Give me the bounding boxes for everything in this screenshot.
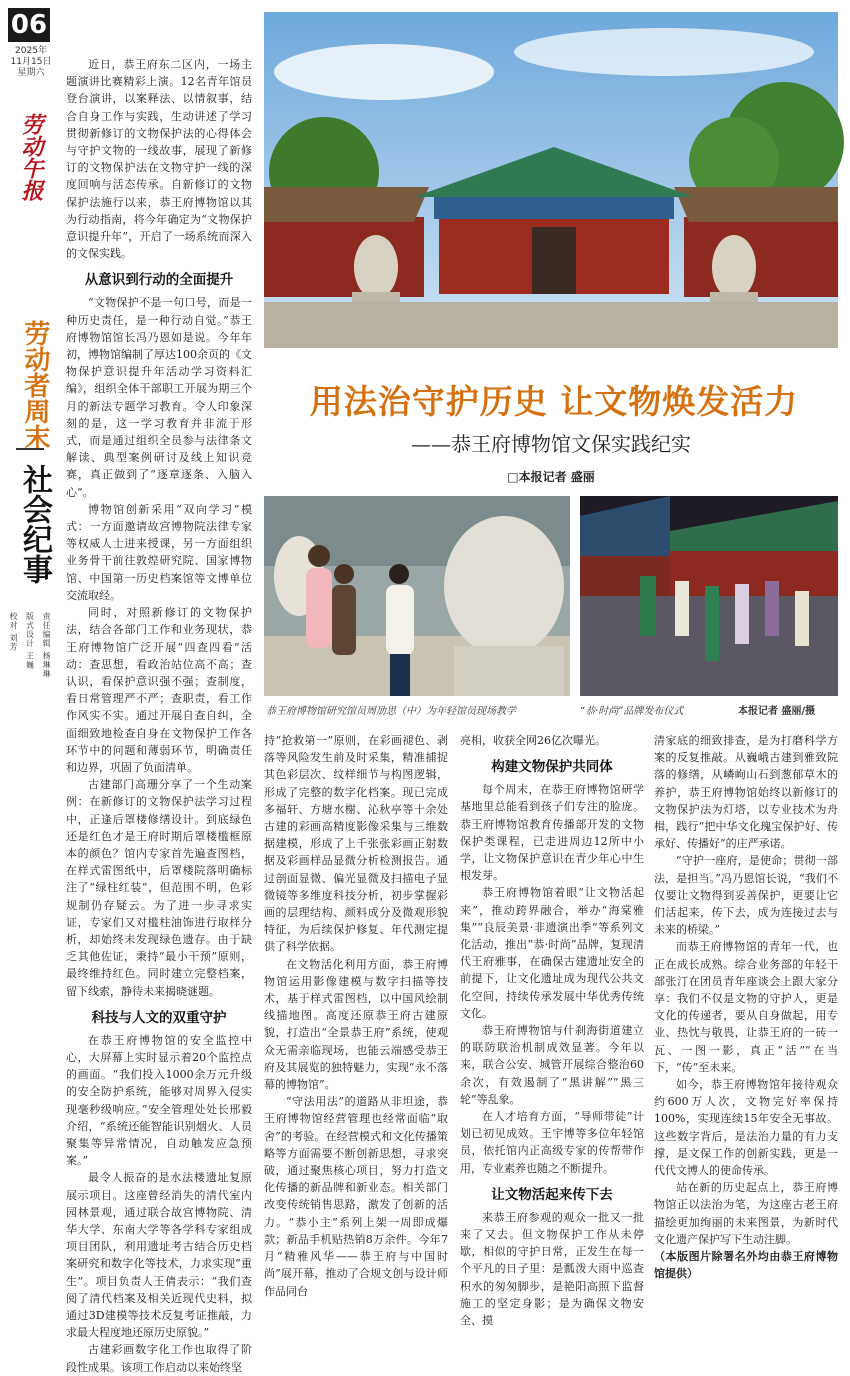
paragraph: 同时，对照新修订的文物保护法，结合各部门工作和业务现状，恭王府博物馆广泛开展“四查四看”活动：查思想，看政治站位高不高；查认识，看保护意识强不强；查制度，看日常管理严不严；查职责，看工作作风实不实。通过开展自查自纠，全面细致地检查自身在文物保护工作各环节中的问题和薄弱环节，明确责任和边界，巩固了负面清单。 bbox=[66, 606, 252, 774]
paragraph: 古建部门高珊分享了一个生动案例：在新修订的文物保护法学习过程中，正逢后罩楼修缮设计。到底绿色还是红色才是王府时期后罩楼槛框原本的颜色？馆内专家首先遍查图档，在样式雷图纸中，后罩楼院落明确标注了“绿柱红装”，但范围不明，色彩规制仍存疑云。为了进一步寻求实证，专家们又对槛柱油饰进行取样分析，却始终未发现绿色遗存。由于缺乏其他佐证，秉持“最小干预”原则，最终维持红色。同时建立完整档案，留下线索，静待未来揭晓谜题。 bbox=[66, 778, 252, 998]
photo-credit-note: （本版图片除署名外均由恭王府博物馆提供） bbox=[654, 1250, 838, 1281]
paragraph: 清家底的细致排查，是为打磨科学方案的反复推敲。从巍峨古建到雅致院落的修缮，从嶙峋山石到葱郁草木的养护，恭王府博物馆始终以新修订的文物保护法为灯塔，以专业技术为舟楫，践行“把中华文化瑰宝保护好、传承好、传播好”的庄严承诺。 bbox=[654, 734, 838, 851]
page-number: 06 bbox=[8, 8, 50, 42]
section-title: 社会纪事 bbox=[17, 464, 52, 584]
credit-editor: 责任编辑 杨琳琳 bbox=[42, 612, 52, 679]
paragraph: 在人才培育方面，“导师带徒”计划已初见成效。王宇博等多位年轻馆员，依托馆内正高级专家的传帮带作用，专业素养也随之不断提升。 bbox=[460, 1110, 644, 1175]
paragraph: 古建彩画数字化工作也取得了阶段性成果。该项工作启动以来始终坚 bbox=[66, 1343, 252, 1374]
date-year: 2025年 bbox=[15, 46, 47, 56]
hero-photo-prince-gong-mansion bbox=[264, 12, 838, 348]
article-column-1 bbox=[66, 56, 252, 1374]
paragraph: 近日，恭王府东二区内，一场主题演讲比赛精彩上演。12名青年馆员登台演讲，以案释法、以情叙事，结合自身工作与实践，生动讲述了学习贯彻新修订的文物保护法的心得体会与守护文物的一线故事，展现了新修订的文物保护法在文物守护一线的深度回响与活态传承。自新修订的文物保护法施行以来，恭王府博物馆以其为行动指南，将今年确定为“文物保护意识提升年”，开启了一场系统而深入的文保实践。 bbox=[66, 58, 252, 261]
photo-fashion-launch bbox=[580, 496, 838, 696]
credit-proofreader: 校对 刘芳 bbox=[9, 612, 18, 652]
paragraph: 最令人振奋的是水法楼遗址复原展示项目。这座曾经消失的清代室内园林景观，通过联合故宫博物院、清华大学、东南大学等各学科专家组成项目团队，利用遗址考古结合历史档案研究和数字化等技术，力求实现“重生”。项目负责人王倩表示：“我们查阅了清代档案及相关近现代史料，拟通过3D建模等技术反复考证推敲，力求最大程度地还原历史原貌。” bbox=[66, 1171, 252, 1340]
divider bbox=[16, 448, 44, 460]
paragraph: 在文物活化利用方面，恭王府博物馆运用影像建模与数字扫描等技术，基于样式雷图档，以中国风绘制线描地图。高度还原恭王府古建原貌，打造出“全景恭王府”系统，使观众无需亲临现场，也能云端感受恭王府及其展览的独特魅力，实现“永不落幕的博物馆”。 bbox=[264, 957, 448, 1092]
article-column-3 bbox=[460, 732, 644, 1328]
photo-staff-teaching bbox=[264, 496, 570, 696]
photo-staff-teaching-illustration bbox=[264, 496, 570, 696]
credit-layout: 版式设计 王巍 bbox=[25, 612, 35, 670]
section-heading: 科技与人文的双重守护 bbox=[91, 1009, 227, 1026]
article-headline: 用法治守护历史 让文物焕发活力 bbox=[309, 382, 799, 421]
paragraph: 如今，恭王府博物馆年接待观众约600万人次，文物完好率保持100%，实现连续15年安全无事故。这些数字背后，是法治力量的有力支撑，是文保工作的创新实践，更是一代代文博人的使命传承。 bbox=[654, 1078, 838, 1178]
paragraph: “文物保护不是一句口号，而是一种历史责任，是一种行动自觉。”恭王府博物馆馆长冯乃恩如是说。今年年初，博物馆编制了厚达100余页的《文物保护意识提升年活动学习资料汇编》，组织全体干部职工开展为期三个月的新法专题学习教育。令人印象深刻的是，这一学习教育并非流于形式，而是通过组织全员参与法律条文解读、典型案例研讨及线上知识竞赛，真正做到了“逐章逐条、入脑入心”。 bbox=[66, 296, 252, 499]
logo-text: 劳动午报 bbox=[18, 113, 44, 201]
paragraph: 持“抢救第一”原则，在彩画褪色、剥落等风险发生前及时采集，精准捕捉其色彩层次、纹样细节与构图逻辑，形成了完整的数字化档案。现已完成多福轩、方塘水榭、沁秋亭等十余处古建的彩画高精度影像采集与三维数据建模，形成了上千张张彩画正射数据及彩画样品显微分析检测报告。通过剖面显微、偏光显微及扫描电子显微镜等多维度科技分析，初步掌握彩画的层理结构、颜料成分及微观形貌特征，为后续保护修复、年代测定提供了科学依据。 bbox=[264, 734, 448, 954]
paragraph: 而恭王府博物馆的青年一代，也正在成长成熟。综合业务部的年轻干部张汀在团员青年座谈会上跟大家分享：我们不仅是文物的守护人，更是文化的传递者，要从自身做起，用专业、热忱与敬畏，让恭王府的一砖一瓦、一图一影，真正“活”“在当下，“传”至未来。 bbox=[654, 940, 838, 1074]
paragraph: 来恭王府参观的观众一批又一批来了又去。但文物保护工作从未停歇，相似的守护日常，正发生在每一个平凡的日子里：是瓢泼大雨中巡查积水的匆匆脚步，是艳阳高照下监督施工的坚定身影；是为确保文物安全、摸 bbox=[460, 1210, 644, 1328]
photo-caption-right: “恭·时尚”品牌发布仪式 bbox=[580, 706, 684, 717]
weekly-title: 劳动者周末 bbox=[20, 320, 50, 450]
article-column-2 bbox=[264, 732, 448, 1298]
section-heading: 构建文物保护共同体 bbox=[491, 759, 613, 776]
dateline bbox=[6, 46, 56, 79]
article-column-4 bbox=[654, 732, 838, 1281]
section-heading: 让文物活起来传下去 bbox=[491, 1186, 613, 1203]
article-subheadline: ——恭王府博物馆文保实践纪实 bbox=[411, 432, 691, 456]
staff-credits bbox=[8, 612, 56, 679]
date-weekday: 星期六 bbox=[17, 68, 45, 78]
paragraph: “守护一座府，是使命；贯彻一部法，是担当。”冯乃恩馆长说，“我们不仅要让文物得到妥善保护，更要让它们活起来，传下去，成为连接过去与未来的桥梁。” bbox=[654, 854, 838, 937]
hero-photo-illustration bbox=[264, 12, 838, 348]
article-byline: □本报记者 盛丽 bbox=[507, 470, 595, 484]
paragraph: “守法用法”的道路从非坦途，恭王府博物馆经营管理也经常面临“取舍”的考验。在经营模式和文化传播策略等方面需要不断创新思想，寻求突破，通过聚焦核心项目，努力打造文化传播的新品牌和新业态。相关部门改变传统销售思路，激发了创新的活力。“恭小主”系列上架一周即成爆款；新品手机贴热销8万余件。今年7月“精雅风华——恭王府与中国时尚”展开幕，推动了合规文创与设计师作品同台 bbox=[264, 1095, 448, 1298]
photo-caption-left: 恭王府博物馆研究馆员周劢思（中）为年轻馆员现场教学 bbox=[266, 706, 516, 717]
section-heading: 从意识到行动的全面提升 bbox=[84, 272, 234, 289]
paragraph: 每个周末，在恭王府博物馆研学基地里总能看到孩子们专注的脸庞。恭王府博物馆教育传播部开发的文物保护类课程，已走进周边12所中小学，让文物保护意识在青少年心中生根发芽。 bbox=[460, 783, 644, 883]
paragraph: 站在新的历史起点上，恭王府博物馆正以法治为笔，为这座古老王府描绘更加绚丽的未来图景，为新时代文化遗产保护写下生动注脚。 bbox=[654, 1181, 838, 1246]
paragraph: 在恭王府博物馆的安全监控中心，大屏幕上实时显示着20个监控点的画面。“我们投入1000余万元升级的安全防护系统，能够对周界入侵实现毫秒级响应。”安全管理处处长邢毅介绍，“系统还能智能识别烟火、人员聚集等异常情况，自动触发应急预案。” bbox=[66, 1033, 252, 1168]
photo-fashion-launch-illustration bbox=[580, 496, 838, 696]
photo-credit: 本报记者 盛丽/摄 bbox=[738, 706, 816, 717]
paragraph: 亮相，收获全网26亿次曝光。 bbox=[460, 734, 606, 747]
date-day: 11月15日 bbox=[10, 57, 52, 67]
paragraph: 恭王府博物馆着眼“让文物活起来”，推动跨界融合，举办“海棠雅集”“良辰美景·非遗演出季”等系列文化活动，推出“恭·时尚”品牌，复现清代王府雅事，在确保古建遗址安全的前提下，让文化遗址成为现代公共文化空间，持续传承发展中华优秀传统文化。 bbox=[460, 886, 644, 1020]
paragraph: 博物馆创新采用“双向学习”模式：一方面邀请故宫博物院法律专家等权威人士进来授课，另一方面组织业务骨干前往敦煌研究院、国家博物馆、中国第一历史档案馆等文博单位交流取经。 bbox=[66, 502, 252, 602]
newspaper-logo bbox=[12, 82, 48, 232]
paragraph: 恭王府博物馆与什刹海街道建立的联防联治机制成效显著。今年以来，联合公安、城管开展综合整治60余次，有效遏制了“黑讲解”“黑三轮”等乱象。 bbox=[460, 1024, 644, 1106]
